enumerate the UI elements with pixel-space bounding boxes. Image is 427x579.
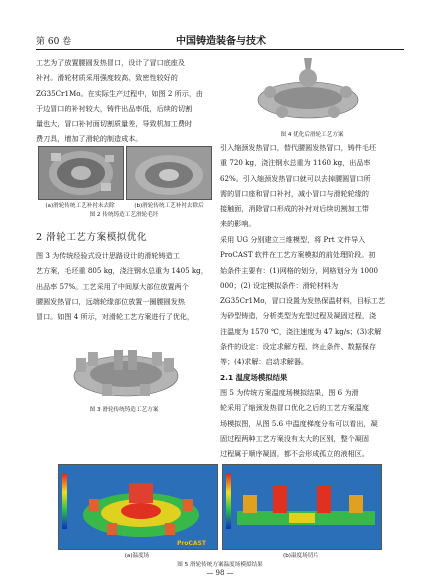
text-line: 接触面，消除冒口形成的补衬对后续切割加工带 xyxy=(220,204,369,214)
text-line: 来的影响。 xyxy=(220,219,256,229)
fig2b-photo xyxy=(126,146,212,200)
text-line: 场模拟图，从图 5.6 中温度梯度分布可以看出，凝 xyxy=(220,418,378,428)
temperature-field-render xyxy=(59,465,217,549)
text-line: 引入缩颈发热冒口，替代腰圆发热冒口，铸件毛坯 xyxy=(220,143,377,152)
text-line: 需的冒口座和冒口补衬，减小冒口与滑轮轮缘的 xyxy=(220,188,369,198)
text-line: 费刀具，增加了滑轮的制造成本。 xyxy=(36,134,143,144)
text-line: ZG35Cr1Mo。在实际生产过程中，如图 2 所示，由 xyxy=(36,88,204,98)
text-line: 轮采用了缩颈发热冒口优化之后的工艺方案温度 xyxy=(220,403,369,413)
fig5b-subcaption: (b)温度场切片 xyxy=(283,553,319,559)
text-line: 为砂型铸造，分析类型为充型过程及凝固过程，浇 xyxy=(220,311,377,321)
temperature-slice-render xyxy=(223,465,381,549)
text-line: 出品率 57%。工艺采用了中间厚大部位放置两个 xyxy=(36,281,189,291)
page-number: — 98 — xyxy=(206,569,234,577)
fig4-caption: 图 4 优化后滑轮工艺方案 xyxy=(280,132,344,138)
left-intro-paragraph xyxy=(36,55,212,147)
right-paragraph-2 xyxy=(220,232,404,370)
wheel-casting-image xyxy=(127,147,211,199)
text-line: 补衬。滑轮材质采用强度较高、致密性较好的 xyxy=(36,73,178,83)
right-paragraph-3 xyxy=(220,385,404,461)
text-line: 固过程两种工艺方案没有太大的区别，整个凝固 xyxy=(220,433,369,443)
text-line: 条件的设定：设定求解方程、终止条件、数据保存 xyxy=(220,342,377,352)
fig5b-simulation xyxy=(222,464,382,550)
text-line: 图 3 为传统经验式设计思路设计的滑轮铸造工 xyxy=(36,251,180,260)
left-body-paragraph xyxy=(36,248,212,324)
text-line: 过程属于顺序凝固，都不会形成孤立的液相区。 xyxy=(220,449,369,459)
subsection-heading: 2.1 温度场模拟结果 xyxy=(220,373,288,382)
fig2-caption: 图 2 传统铸造工艺滑轮毛坯 xyxy=(89,212,159,218)
wheel-casting-image xyxy=(39,147,123,199)
text-line: 重 720 kg，浇注钢水总重为 1160 kg，出品率 xyxy=(220,158,371,168)
text-line: 腰圆发热冒口，远端轮缘部位放置一圈腰圆发热 xyxy=(36,296,185,306)
text-line: 000；(2) 设定模拟条件：滑轮材料为 xyxy=(220,280,339,290)
text-line: 注温度为 1570 ℃，浇注速度为 47 kg/s；(3)求解 xyxy=(220,326,382,336)
journal-title: 中国铸造装备与技术 xyxy=(176,36,266,47)
text-line: 冒口。如图 4 所示，对滑轮工艺方案进行了优化， xyxy=(36,312,194,322)
section-heading: 2 滑轮工艺方案模拟优化 xyxy=(36,232,148,243)
text-line: 工艺为了放置腰圆发热冒口，设计了冒口底座及 xyxy=(36,58,185,67)
text-line: 于边冒口的补衬较大，铸件出品率低，后续的切割 xyxy=(36,103,193,113)
text-line: 始条件主要有：(1)网格的划分，网格划分为 1000 xyxy=(220,265,379,275)
procast-watermark: ProCAST xyxy=(177,540,206,547)
fig2a-subcaption: (a)滑轮传统工艺补衬未去除 xyxy=(45,203,115,209)
text-line: 等；(4)求解：启动求解器。 xyxy=(220,357,309,367)
fig5a-simulation xyxy=(58,464,218,550)
text-line: ZG35Cr1Mo，冒口设置为发热保温材料，目标工艺 xyxy=(220,296,386,306)
fig2b-subcaption: (b)滑轮传统工艺补衬去除后 xyxy=(134,203,204,209)
fig5a-subcaption: (a)温度场 xyxy=(124,553,150,559)
right-paragraph-1 xyxy=(220,140,404,232)
text-line: 图 5 为传统方案温度场模拟结果，图 6 为滑 xyxy=(220,388,359,397)
journal-issue: 第 60 卷 xyxy=(36,37,72,47)
text-line: 艺方案，毛坯重 805 kg，浇注钢水总重为 1405 kg， xyxy=(36,266,208,276)
fig3-casting-diagram xyxy=(66,332,186,402)
text-line: 采用 UG 分别建立三维模型，将 Prt 文件导入 xyxy=(220,235,366,244)
header-rule xyxy=(36,49,404,50)
fig4-casting-diagram xyxy=(248,56,368,128)
fig3-caption: 图 3 滑轮传统铸造工艺方案 xyxy=(89,407,159,413)
text-line: ProCAST 软件在工艺方案模拟的前处理阶段。初 xyxy=(220,250,376,260)
fig2a-photo xyxy=(38,146,124,200)
text-line: 62%。引入缩颈发热冒口就可以去掉腰圆冒口所 xyxy=(220,173,371,183)
fig5-caption: 图 5 滑轮传统方案温度场模拟结果 xyxy=(177,562,263,568)
text-line: 量也大，冒口补衬面切割质量差，导致机加工费时 xyxy=(36,119,193,129)
